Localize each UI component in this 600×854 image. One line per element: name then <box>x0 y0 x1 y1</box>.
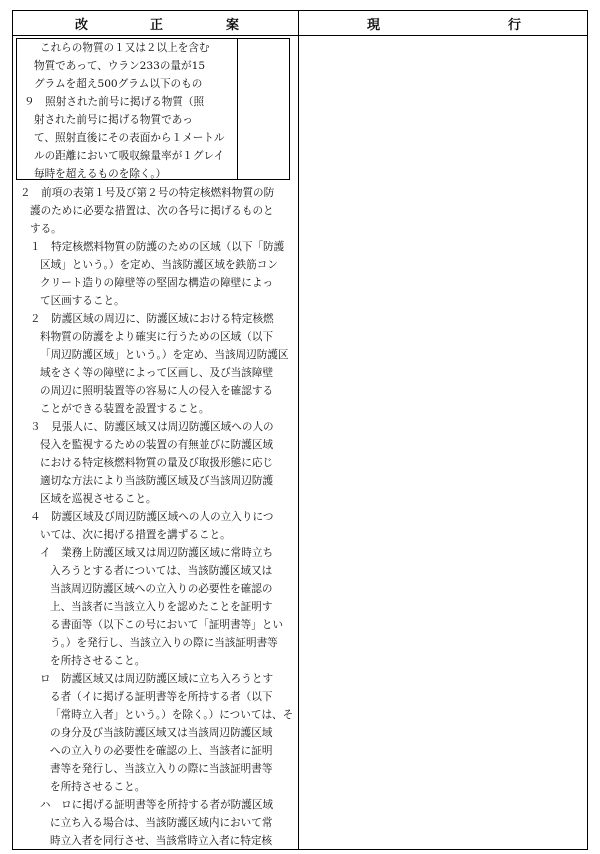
body-line: う。）を発行し、当該立入りの際に当該証明書等 <box>50 637 278 649</box>
body-line: る者（イに掲げる証明書等を所持する者（以下 <box>50 691 273 703</box>
boxed-line: 物質であって、ウラン233の量が15 <box>34 60 206 72</box>
body-line: ハ ロに掲げる証明書等を所持する者が防護区域 <box>40 799 274 811</box>
boxed-line: グラムを超え500グラム以下のもの <box>34 78 203 90</box>
body-line: を所持させること。 <box>50 781 146 793</box>
body-line: ２ 前項の表第１号及び第２号の特定核燃料物質の防 <box>20 187 275 199</box>
body-line: ３ 見張人に、防護区域又は周辺防護区域への人の <box>30 421 274 433</box>
body-line: 域をさく等の障壁によって区画し、及び当該障壁 <box>40 367 274 379</box>
body-line: の身分及び当該防護区域又は当該周辺防護区域 <box>50 727 273 739</box>
boxed-line: 毎時を超えるものを除く。） <box>34 168 167 180</box>
body-line: １ 特定核燃料物質の防護のための区域（以下「防護 <box>30 241 285 253</box>
header-separator <box>12 35 588 36</box>
column-divider <box>298 10 299 850</box>
body-line: 「周辺防護区域」という。）を定め、当該周辺防護区 <box>40 349 289 361</box>
body-line: いては、次に掲げる措置を講ずること。 <box>40 529 231 541</box>
header-char: 正 <box>150 18 165 33</box>
body-line: 料物質の防護をより確実に行うための区域（以下 <box>40 331 274 343</box>
boxed-line: これらの物質の１又は２以上を含む <box>40 42 210 54</box>
body-line: イ 業務上防護区域又は周辺防護区域に常時立ち <box>40 547 274 559</box>
body-line: 護のために必要な措置は、次の各号に掲げるものと <box>30 205 274 217</box>
body-line: への立入りの必要性を確認の上、当該者に証明 <box>50 745 273 757</box>
body-line: の周辺に照明装置等の容易に人の侵入を確認する <box>40 385 274 397</box>
body-line: ２ 防護区域の周辺に、防護区域における特定核燃 <box>30 313 274 325</box>
boxed-line: て、照射直後にその表面から１メートル <box>34 132 225 144</box>
header-char: 案 <box>226 18 241 33</box>
body-line: 上、当該者に当該立入りを認めたことを証明す <box>50 601 273 613</box>
header-current-column <box>298 14 588 34</box>
boxed-line: ９ 照射された前号に掲げる物質（照 <box>24 96 205 108</box>
header-char: 改 <box>75 18 90 33</box>
boxed-line: ルの距離において吸収線量率が１グレイ <box>34 150 225 162</box>
body-line: 区域」という。）を定め、当該防護区域を鉄筋コン <box>40 259 278 271</box>
body-line: における特定核燃料物質の量及び取扱形態に応じ <box>40 457 274 469</box>
body-line: る書面等（以下この号において「証明書等」とい <box>50 619 284 631</box>
body-line: ロ 防護区域又は周辺防護区域に立ち入ろうとす <box>40 673 274 685</box>
header-amended-column <box>12 14 298 34</box>
body-line: 侵入を監視するための装置の有無並びに防護区域 <box>40 439 274 451</box>
header-char: 行 <box>508 18 523 33</box>
header-char: 現 <box>367 18 382 33</box>
body-line: 書等を発行し、当該立入りの際に当該証明書等 <box>50 763 273 775</box>
body-line: ４ 防護区域及び周辺防護区域への人の立入りにつ <box>30 511 274 523</box>
body-line: に立ち入る場合は、当該防護区域内において常 <box>50 817 273 829</box>
body-line: する。 <box>30 223 62 235</box>
body-line: ことができる装置を設置すること。 <box>40 403 210 415</box>
body-line: 適切な方法により当該防護区域及び当該周辺防護 <box>40 475 274 487</box>
boxed-excerpt-divider <box>237 38 238 180</box>
body-line: 時立入者を同行させ、当該常時立入者に特定核 <box>50 835 273 847</box>
boxed-line: 射された前号に掲げる物質であっ <box>34 114 193 126</box>
body-line: クリート造りの障壁等の堅固な構造の障壁によっ <box>40 277 274 289</box>
body-line: て区画すること。 <box>40 295 125 307</box>
body-line: 当該周辺防護区域への立入りの必要性を確認の <box>50 583 273 595</box>
body-line: 区域を巡視させること。 <box>40 493 157 505</box>
body-line: 「常時立入者」という。）を除く。）については、そ <box>50 709 294 721</box>
body-line: を所持させること。 <box>50 655 146 667</box>
body-line: 入ろうとする者については、当該防護区域又は <box>50 565 273 577</box>
